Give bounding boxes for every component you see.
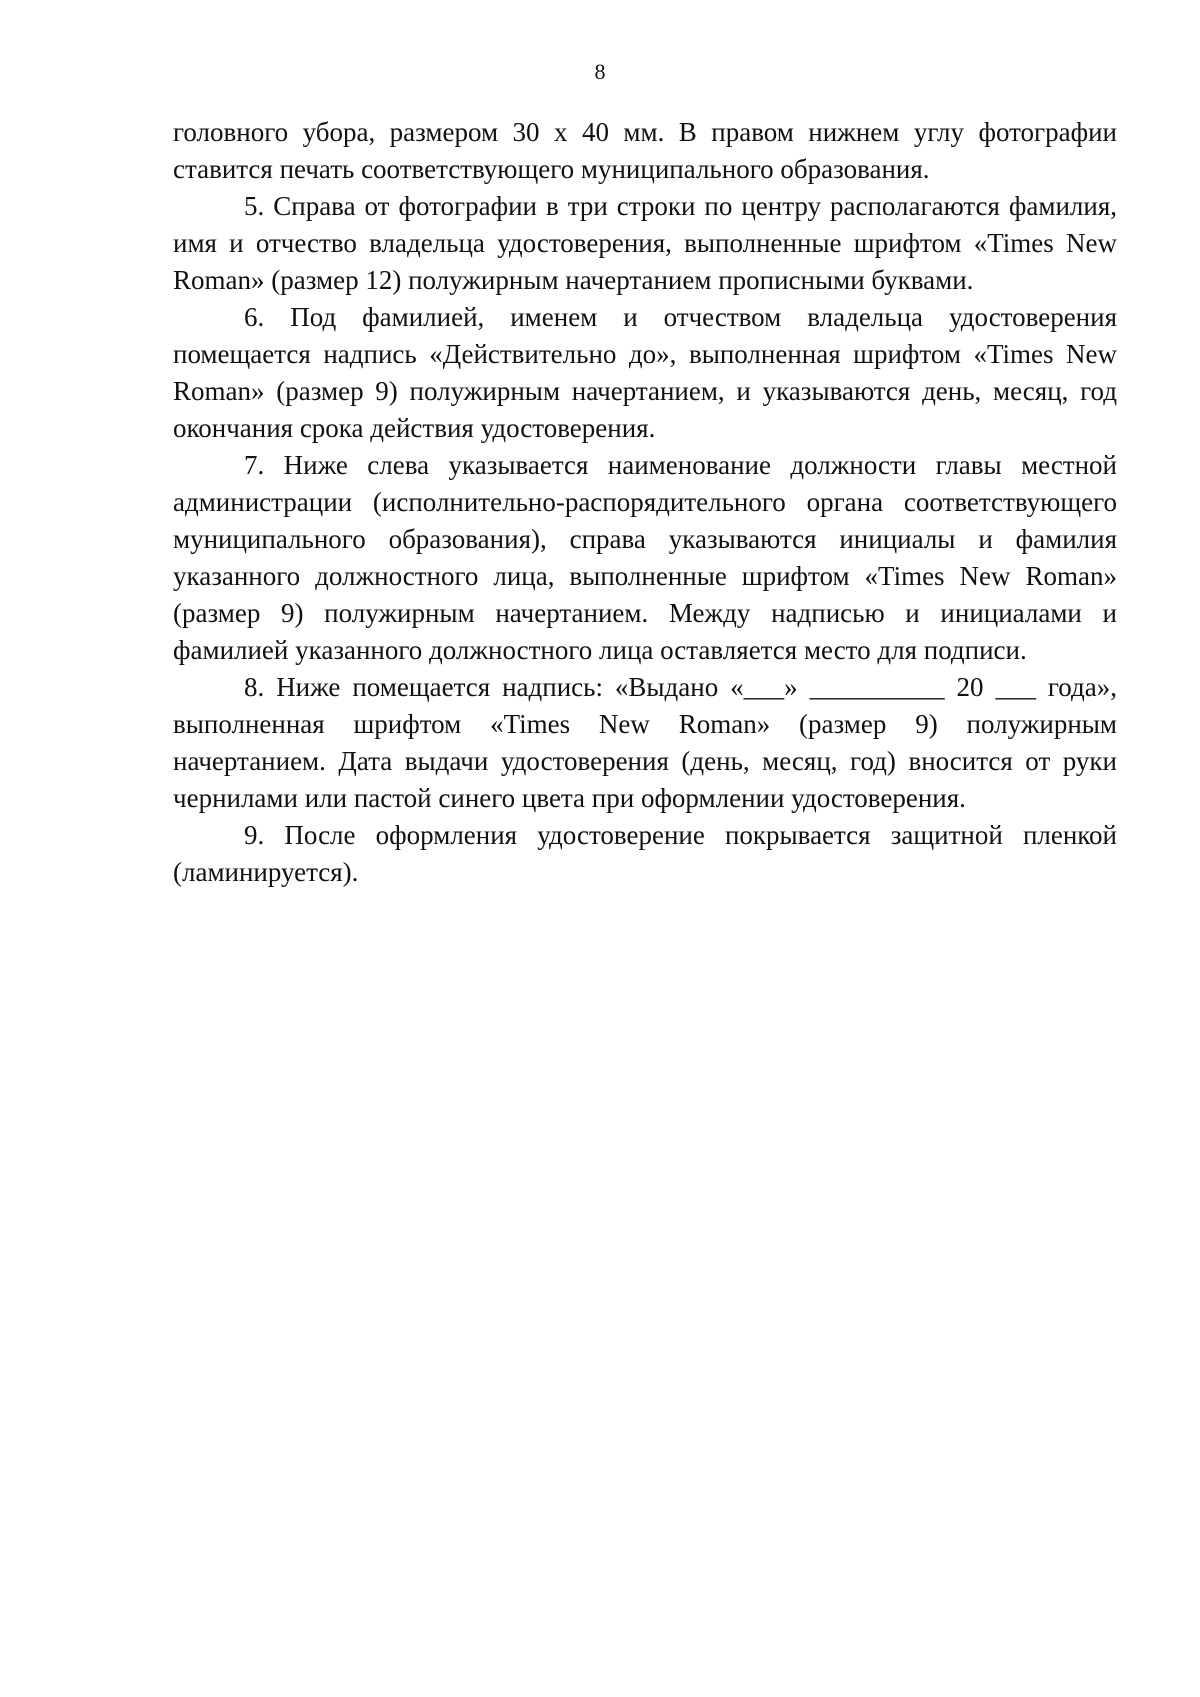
paragraph-item-8: 8. Ниже помещается надпись: «Выдано «___» __________ 20 ___ года», выполненная шрифтом «Times New Roman» (размер 9) полужирным начертанием. Дата выдачи удостоверения (день, месяц, год) вносится от руки чернилами или пастой синего цвета при оформлении удостоверения.	[173, 672, 1117, 813]
page-number: 8	[594, 59, 606, 84]
paragraph-item-7: 7. Ниже слева указывается наименование должности главы местной администрации (исполнительно-распорядительного органа соответствующего муниципального образования), справа указываются инициалы и фамилия указанного должностного лица, выполненные шрифтом «Times New Roman» (размер 9) полужирным начертанием. Между надписью и инициалами и фамилией указанного должностного лица оставляется место для подписи.	[173, 450, 1117, 665]
paragraph-continuation: головного убора, размером 30 х 40 мм. В правом нижнем углу фотографии ставится печать соответствующего муниципального образования.	[173, 117, 1117, 184]
paragraph-item-5: 5. Справа от фотографии в три строки по центру располагаются фамилия, имя и отчество владельца удостоверения, выполненные шрифтом «Times New Roman» (размер 12) полужирным начертанием прописными буквами.	[173, 191, 1117, 295]
document-body	[173, 114, 1117, 891]
paragraph-item-9: 9. После оформления удостоверение покрывается защитной пленкой (ламинируется).	[173, 820, 1117, 887]
paragraph-item-6: 6. Под фамилией, именем и отчеством владельца удостоверения помещается надпись «Действительно до», выполненная шрифтом «Times New Roman» (размер 9) полужирным начертанием, и указываются день, месяц, год окончания срока действия удостоверения.	[173, 302, 1117, 443]
